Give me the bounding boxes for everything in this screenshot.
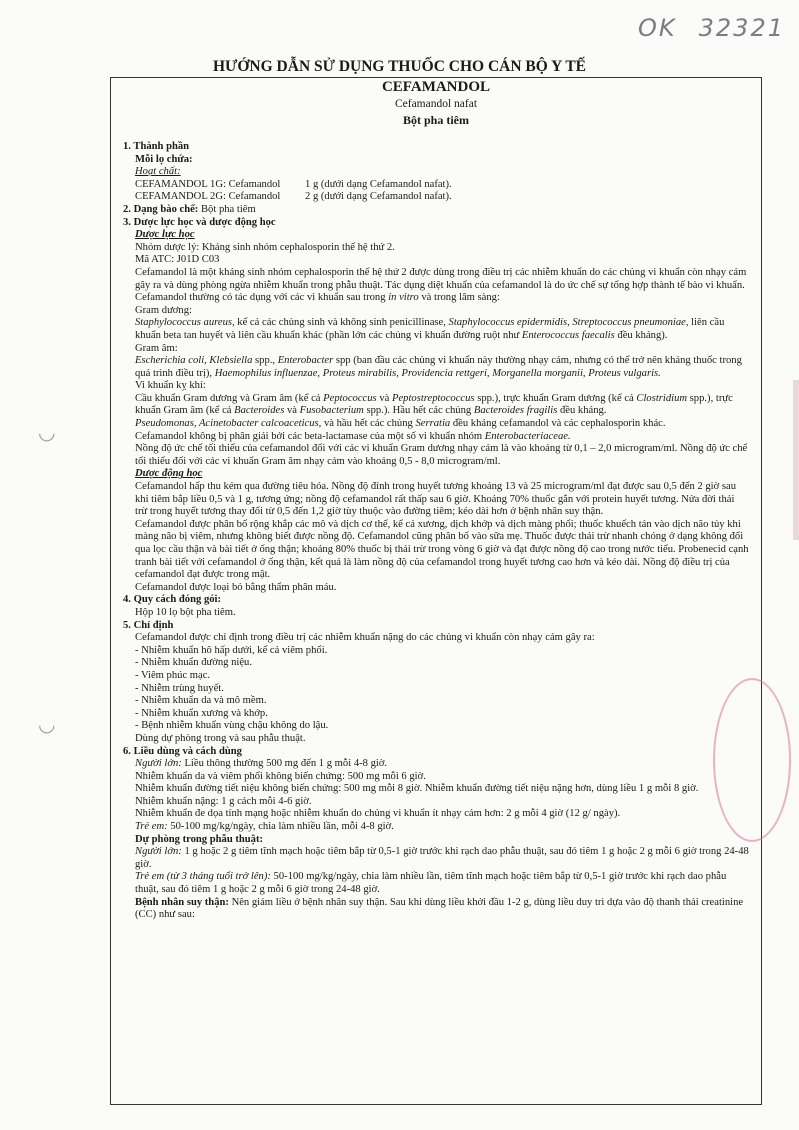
section-2-text: Bột pha tiêm	[198, 203, 256, 215]
handwritten-note	[616, 14, 785, 42]
pharmacokinetics-title: Dược động học	[135, 468, 203, 480]
child-dose	[123, 821, 749, 834]
text-run: 50-100 mg/kg/ngày, chia làm nhiều lần, mỗi 4-8 giờ.	[167, 821, 394, 833]
mic-paragraph: Nồng độ ức chế tối thiểu của cefamandol đối với các vi khuẩn Gram dương nhạy cảm là vào khoảng từ 0,1 – 2,0 microgram/ml. Nồng độ ức chế tối thiểu đối với các vi khuẩn Gram âm nhạy cảm vào khoảng 0,5 - 8,0 microgram/ml.	[135, 443, 748, 467]
page-edge	[793, 380, 799, 540]
indications-intro: Cefamandol được chỉ định trong điều trị các nhiễm khuẩn nặng do các chủng vi khuẩn còn nhạy cảm gây ra:	[135, 632, 595, 644]
text-run: in vitro	[388, 292, 419, 304]
section-5-title: 5. Chỉ định	[123, 619, 174, 631]
text-run: Cefamandol không bị phân giải bởi các beta-lactamase của một số vi khuẩn nhóm	[135, 430, 485, 442]
text-run: Haemophilus influenzae, Proteus mirabilis, Providencia rettgeri, Morganella morganii, Proteus vulgaris.	[214, 367, 661, 379]
section-2-title: 2. Dạng bào chế:	[123, 203, 199, 215]
pharmacodynamics-title: Dược lực học	[135, 229, 195, 241]
composition-name: CEFAMANDOL 1G: Cefamandol	[135, 178, 281, 190]
per-vial-label: Mỗi lọ chứa:	[135, 153, 193, 165]
text-run: Bacteroides fragilis	[473, 405, 558, 417]
handwritten-prefix: OK	[638, 14, 677, 42]
dose-line: Nhiễm khuẩn đường tiết niệu không biến chứng: 500 mg mỗi 8 giờ. Nhiễm khuẩn đường tiết niệu nặng hơn, dùng liều 1 g mỗi 8 giờ.	[135, 783, 699, 795]
adult-dose	[123, 758, 749, 771]
anaerobes-label: Vi khuẩn kỵ khí:	[135, 380, 206, 392]
renal-dose	[123, 897, 749, 922]
text-run: đều kháng cefamandol và các cephalosporin khác.	[450, 418, 666, 430]
text-run: Enterobacteriaceae.	[484, 430, 571, 442]
section-6-title: 6. Liều dùng và cách dùng	[123, 745, 242, 757]
document-body	[123, 141, 749, 922]
text-run: Nên giảm liều ở bệnh nhân suy thận. Sau khi dùng liều khởi đầu 1-2 g, dùng liều duy trì dựa vào độ thanh thải creatinine (CC) như sau:	[135, 896, 744, 921]
gram-negative-paragraph	[123, 355, 749, 380]
text-run: Cầu khuẩn Gram dương và Gram âm (kể cả	[135, 392, 324, 404]
text-run: spp.). Hầu hết các chủng	[363, 405, 474, 417]
pharmacologic-group: Nhóm dược lý: Kháng sinh nhóm cephalosporin thế hệ thứ 2.	[135, 241, 395, 253]
text-run: Staphylococcus epidermidis, Streptococcus pneumoniae,	[448, 317, 689, 329]
handwritten-number: 32321	[698, 14, 785, 42]
text-run: Staphylococcus aureus,	[135, 317, 235, 329]
section-1-title: 1. Thành phần	[123, 141, 190, 152]
text-run: 1 g hoặc 2 g tiêm tĩnh mạch hoặc tiêm bắp từ 0,5-1 giờ trước khi rạch dao phẫu thuật, sau đó tiêm 1 g hoặc 2 g mỗi 6 giờ trong 24-48 giờ.	[135, 846, 749, 870]
composition-name: CEFAMANDOL 2G: Cefamandol	[135, 191, 281, 203]
list-item: - Nhiễm khuẩn hô hấp dưới, kể cả viêm phổi.	[135, 645, 749, 658]
active-label: Hoạt chất:	[135, 166, 181, 178]
text-run: spp.), trực khuẩn Gram âm (kể cả	[135, 392, 733, 417]
text-run: spp.), trực khuẩn Gram dương (kể cả	[474, 392, 637, 404]
text-run: Bacteroides	[234, 405, 285, 417]
composition-value: 2 g (dưới dạng Cefamandol nafat).	[305, 191, 452, 203]
prophylaxis-title: Dự phòng trong phẫu thuật:	[135, 833, 264, 845]
text-run: Bệnh nhân suy thận:	[135, 896, 229, 908]
text-run: Người lớn:	[135, 846, 182, 858]
text-run: và	[284, 405, 300, 417]
text-run: liên cầu khuẩn beta tan huyết và liên cầu khuẩn khác (phần lớn các chủng vi khuẩn đường ruột như	[135, 317, 725, 341]
text-run: 50-100 mg/kg/ngày, chia làm nhiều lần, tiêm tĩnh mạch hoặc tiêm bắp từ 0,5-1 giờ trước khi rạch dao phẫu thuật, sau đó tiêm 1 g hoặc 2 g mỗi 6 giờ trong 24-48 giờ.	[135, 871, 727, 896]
dose-line: Nhiễm khuẩn đe dọa tính mạng hoặc nhiễm khuẩn do chủng vi khuẩn ít nhạy cảm hơn: 2 g mỗi 4 giờ (12 g/ ngày).	[135, 808, 621, 820]
composition-row	[123, 179, 749, 192]
list-item: - Nhiễm khuẩn xương và khớp.	[135, 708, 749, 721]
dose-line: Nhiễm khuẩn da và viêm phổi không biến chứng: 500 mg mỗi 6 giờ.	[135, 770, 426, 782]
document-frame	[110, 77, 762, 1105]
mechanism-paragraph	[123, 267, 749, 305]
indications-list	[123, 645, 749, 733]
pk-paragraph-1: Cefamandol hấp thu kém qua đường tiêu hóa. Nồng độ đỉnh trong huyết tương khoảng 13 và 25 microgram/ml đạt được sau 0,5 đến 2 giờ sau khi tiêm bắp liều 0,5 và 1 g, tương ứng; nồng độ cefamandol rất thấp sau 6 giờ. Khoảng 70% thuốc gắn với protein huyết tương. Nửa đời thải trừ trong huyết tương thay đổi từ 0,5 đến 1,2 giờ tùy thuộc vào đường tiêm; kéo dài hơn ở bệnh nhân suy thận.	[135, 481, 736, 518]
list-item: - Bệnh nhiễm khuẩn vùng chậu không do lậu.	[135, 720, 749, 733]
gram-positive-paragraph	[123, 317, 749, 342]
section-4-title: 4. Quy cách đóng gói:	[123, 594, 222, 606]
text-run: Peptococcus	[323, 392, 377, 404]
atc-code: Mã ATC: J01D C03	[135, 254, 220, 266]
dose-line: Nhiễm khuẩn nặng: 1 g cách mỗi 4-6 giờ.	[135, 795, 312, 807]
drug-subtitle: Cefamandol nafat	[394, 98, 478, 110]
margin-mark: ◡	[38, 714, 56, 736]
text-run: Pseudomonas, Acinetobacter calcoaceticus,	[135, 418, 322, 430]
list-item: - Nhiễm khuẩn da và mô mềm.	[135, 695, 749, 708]
text-run: đều kháng.	[557, 405, 607, 417]
text-run: Clostridium	[636, 392, 688, 404]
text-run: và hầu hết các chủng	[321, 418, 416, 430]
text-run: Liều thông thường 500 mg đến 1 g mỗi 4-8 giờ.	[181, 758, 388, 770]
composition-value: 1 g (dưới dạng Cefamandol nafat).	[305, 178, 452, 190]
list-item: - Nhiễm khuẩn đường niệu.	[135, 657, 749, 670]
text-run: đều kháng).	[614, 329, 668, 341]
document-title: HƯỚNG DẪN SỬ DỤNG THUỐC CHO CÁN BỘ Y TẾ	[212, 58, 587, 75]
text-run: Fusobacterium	[299, 405, 364, 417]
gram-positive-label: Gram dương:	[135, 304, 192, 316]
indications-outro: Dùng dự phòng trong và sau phẫu thuật.	[135, 732, 306, 744]
prophylaxis-adult	[123, 846, 749, 871]
margin-mark: ◡	[38, 422, 56, 444]
section-3-title: 3. Dược lực học và dược động học	[123, 216, 276, 228]
text-run: kể cả các chủng sinh và không sinh penicillinase,	[234, 317, 449, 329]
text-run: và	[376, 392, 392, 404]
pk-paragraph-3: Cefamandol được loại bỏ bằng thẩm phân máu.	[135, 581, 337, 593]
text-run: Người lớn:	[135, 758, 182, 770]
gram-negative-label: Gram âm:	[135, 342, 178, 354]
drug-header	[111, 78, 761, 128]
section-2	[123, 204, 749, 217]
text-run: spp.,	[252, 355, 278, 367]
resistant-paragraph	[123, 418, 749, 431]
text-run: Trẻ em:	[135, 821, 168, 833]
drug-name: CEFAMANDOL	[381, 79, 491, 95]
text-run: Enterobacter	[277, 355, 334, 367]
list-item: - Viêm phúc mạc.	[135, 670, 749, 683]
drug-form: Bột pha tiêm	[403, 113, 469, 127]
section-4-text: Hộp 10 lọ bột pha tiêm.	[135, 606, 236, 618]
list-item: - Nhiễm trùng huyết.	[135, 683, 749, 696]
text-run: Enterococcus faecalis	[521, 329, 615, 341]
text-run: Peptostreptococcus	[391, 392, 475, 404]
text-run: spp (ban đầu các chủng vi khuẩn này thường nhạy cảm, nhưng có thể trở nên kháng thuốc trong quá trình điều trị),	[135, 355, 742, 379]
prophylaxis-child	[123, 871, 749, 896]
beta-lactamase-paragraph	[123, 431, 749, 444]
text-run: và trong lâm sàng:	[418, 292, 500, 304]
pk-paragraph-2: Cefamandol được phân bố rộng khắp các mô và dịch cơ thể, kể cả xương, dịch khớp và dịch màng phổi; thuốc khuếch tán vào dịch não tủy khi màng não bị viêm, nhưng không biết được nồng độ. Cefamandol cũng phân bố vào sữa mẹ. Thuốc được thải trừ nhanh chóng ở dạng không đổi qua lọc cầu thận và bài tiết ở ống thận; khoảng 80% thuốc bị thải trừ trong vòng 6 giờ và đạt được nồng độ cao trong nước tiểu. Probenecid cạnh tranh bài tiết với cefamandol ở ống thận, kết quả là làm nồng độ của cefamandol trong huyết tương cao hơn và kéo dài. Nồng độ điều trị của cefamandol đạt được trong mật.	[135, 518, 749, 581]
composition-row	[123, 191, 749, 204]
text-run: Escherichia coli, Klebsiella	[135, 355, 253, 367]
text-run: Trẻ em (từ 3 tháng tuổi trở lên):	[135, 871, 271, 883]
anaerobes-paragraph	[123, 393, 749, 418]
text-run: Serratia	[415, 418, 451, 430]
text-run: Cefamandol là một kháng sinh nhóm cephalosporin thế hệ thứ 2 được dùng trong điều trị các nhiễm khuẩn do các chủng vi khuẩn còn nhạy cảm gây ra và dùng phòng ngừa nhiễm khuẩn trong phẫu thuật. Tác dụng diệt khuẩn của cefamandol là do ức chế sự tổng hợp thành tế bào vi khuẩn. Cefamandol thường có tác dụng với các vi khuẩn sau trong	[135, 266, 747, 304]
